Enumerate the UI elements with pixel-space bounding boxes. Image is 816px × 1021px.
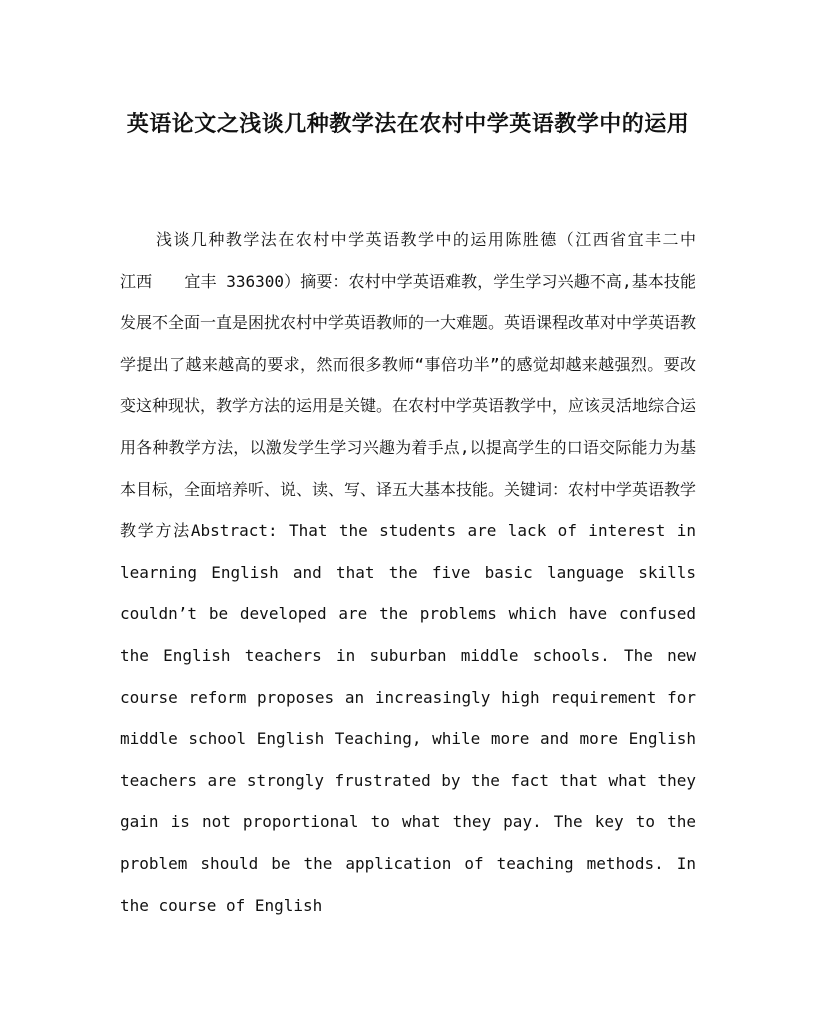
body-paragraph: 浅谈几种教学法在农村中学英语教学中的运用陈胜德（江西省宜丰二中 江西 宜丰 336300）摘要：农村中学英语难教，学生学习兴趣不高,基本技能发展不全面一直是困扰农村中学英语教师的一大难题。英语课程改革对中学英语教学提出了越来越高的要求，然而很多教师“事倍功半”的感觉却越来越强烈。要改变这种现状，教学方法的运用是关键。在农村中学英语教学中，应该灵活地综合运用各种教学方法，以激发学生学习兴趣为着手点,以提高学生的口语交际能力为基本目标，全面培养听、说、读、写、译五大基本技能。关键词：农村中学英语教学 教学方法Abstract: That the students are lack of interest in learning English and that the five basic language skills couldn’t be developed are the problems which have confused the English teachers in suburban middle schools. The new course reform proposes an increasingly high requirement for middle school English Teaching, while more and more English teachers are strongly frustrated by the fact that what they gain is not proportional to what they pay. The key to the problem should be the application of teaching methods. In the course of English	[120, 230, 745, 915]
document-title: 英语论文之浅谈几种教学法在农村中学英语教学中的运用	[126, 111, 690, 137]
